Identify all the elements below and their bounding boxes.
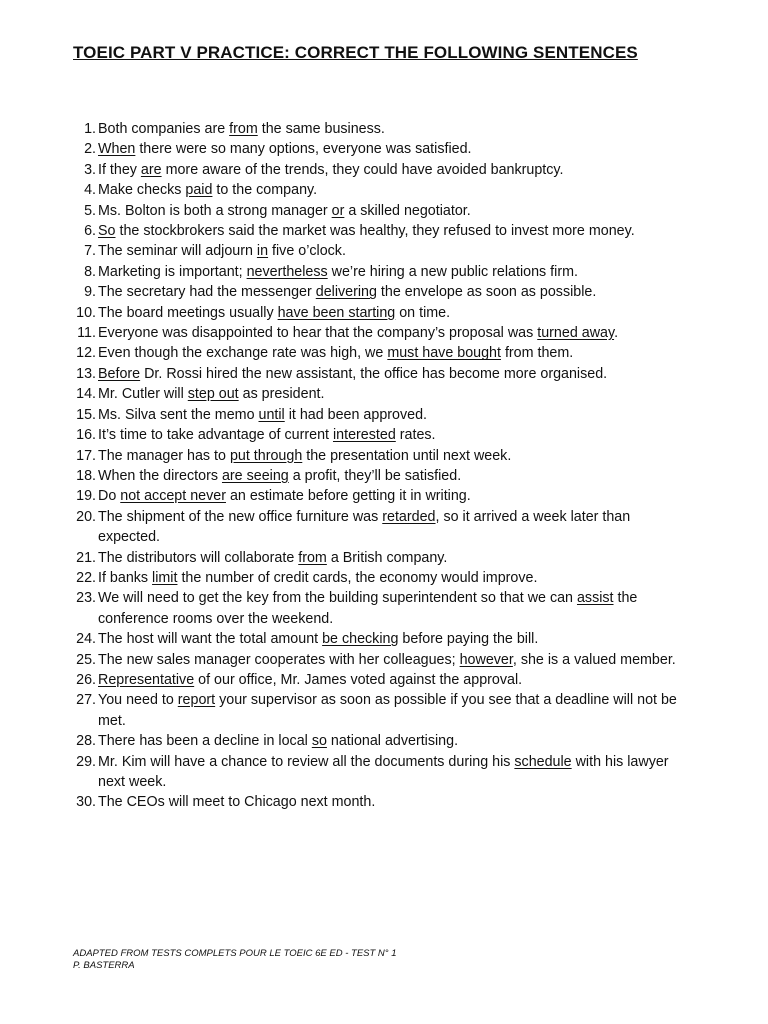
- sentence-text-before: The seminar will adjourn: [98, 243, 257, 260]
- sentence-text-after: the same business.: [257, 121, 385, 137]
- sentence-item: [70, 405, 690, 425]
- underlined-error: Before: [98, 365, 141, 382]
- sentence-text: [98, 343, 690, 363]
- sentence-number: 2.: [84, 141, 96, 158]
- sentence-text-after: as president.: [238, 386, 325, 403]
- sentence-text: [98, 548, 690, 568]
- page-title: TOEIC PART V PRACTICE: CORRECT THE FOLLOWING SENTENCES: [73, 43, 638, 62]
- sentence-text-before: When the directors: [98, 467, 222, 484]
- sentence-text-before: If they: [98, 161, 141, 178]
- sentence-number: 14.: [76, 386, 96, 403]
- sentence-number: 5.: [84, 202, 96, 219]
- sentence-text: [98, 629, 690, 649]
- sentence-text: [98, 670, 690, 690]
- sentence-item: [70, 731, 690, 751]
- sentence-text: [98, 119, 690, 139]
- sentence-text-before: The shipment of the new office furniture was: [98, 508, 383, 525]
- underlined-error: paid: [185, 182, 213, 199]
- underlined-error: or: [331, 202, 345, 219]
- sentence-text: [98, 752, 690, 793]
- sentence-text-before: The new sales manager cooperates with her colleagues;: [98, 651, 460, 668]
- underlined-error: limit: [152, 569, 178, 586]
- sentence-item: [70, 201, 690, 221]
- underlined-error: until: [258, 406, 285, 423]
- sentence-number: 18.: [76, 467, 96, 484]
- sentence-item: [70, 690, 690, 731]
- sentence-text-before: The host will want the total amount: [98, 631, 323, 648]
- underlined-error: from: [298, 549, 327, 566]
- sentence-number: 20.: [76, 508, 96, 525]
- sentence-item: [70, 221, 690, 241]
- sentence-number: 27.: [76, 692, 96, 709]
- sentence-number: 12.: [76, 345, 96, 362]
- underlined-error: are: [140, 161, 162, 178]
- sentence-text-after: an estimate before getting it in writing.: [225, 488, 471, 505]
- underlined-error: be checking: [322, 631, 399, 648]
- sentence-text-before: The secretary had the messenger: [98, 284, 316, 301]
- underlined-error: Representative: [98, 671, 195, 688]
- sentence-text-before: The CEOs will meet to Chicago next month.: [98, 794, 376, 811]
- underlined-error: put through: [229, 447, 303, 464]
- sentence-text: [98, 160, 690, 180]
- sentence-text-after: the conference rooms over the weekend.: [98, 590, 638, 627]
- sentence-text-before: There has been a decline in local: [98, 733, 312, 750]
- sentence-item: [70, 384, 690, 404]
- sentence-item: [70, 262, 690, 282]
- sentence-item: [70, 364, 690, 384]
- sentence-text: [98, 221, 690, 241]
- sentence-number: 16.: [76, 427, 96, 444]
- sentence-text: [98, 690, 690, 731]
- sentence-text-after: of our office, Mr. James voted against the approval.: [194, 671, 523, 688]
- sentence-text-after: rates.: [395, 427, 436, 444]
- sentence-text-before: Make checks: [98, 182, 186, 199]
- sentence-text-before: Both companies are: [98, 121, 230, 137]
- sentence-item: [70, 507, 690, 548]
- sentence-text: [98, 731, 690, 751]
- sentence-item: [70, 139, 690, 159]
- sentence-item: [70, 343, 690, 363]
- underlined-error: delivering: [315, 284, 377, 301]
- sentence-text-before: You need to: [98, 692, 178, 709]
- sentence-text-after: there were so many options, everyone was satisfied.: [135, 141, 472, 158]
- sentence-text-after: to the company.: [212, 182, 318, 199]
- sentence-item: [70, 241, 690, 261]
- sentence-number: 24.: [76, 631, 96, 648]
- sentence-number: 11.: [77, 325, 96, 342]
- sentence-item: [70, 548, 690, 568]
- underlined-error: in: [256, 243, 269, 260]
- underlined-error: report: [177, 692, 216, 709]
- sentence-item: [70, 629, 690, 649]
- sentence-text-after: a British company.: [326, 549, 448, 566]
- sentence-list: [70, 119, 690, 813]
- sentence-item: [70, 282, 690, 302]
- sentence-number: 17.: [76, 447, 96, 464]
- sentence-text-after: the number of credit cards, the economy would improve.: [177, 569, 538, 586]
- sentence-text: [98, 139, 690, 159]
- sentence-text-after: a profit, they’ll be satisfied.: [288, 467, 462, 484]
- sentence-text-after: it had been approved.: [284, 406, 428, 423]
- underlined-error: interested: [332, 427, 396, 444]
- sentence-text: [98, 201, 690, 221]
- sentence-text-after: the stockbrokers said the market was healthy, they refused to invest more money.: [115, 223, 635, 240]
- sentence-text: [98, 405, 690, 425]
- sentence-item: [70, 303, 690, 323]
- sentence-text: [98, 364, 690, 384]
- underlined-error: When: [98, 141, 136, 158]
- sentence-number: 9.: [84, 284, 96, 301]
- sentence-number: 19.: [76, 488, 96, 505]
- sentence-text: [98, 446, 690, 466]
- sentence-item: [70, 425, 690, 445]
- sentence-text: [98, 466, 690, 486]
- sentence-text-after: Dr. Rossi hired the new assistant, the office has become more organised.: [140, 365, 608, 382]
- sentence-text-before: The manager has to: [98, 447, 230, 464]
- sentence-text-before: The distributors will collaborate: [98, 549, 299, 566]
- sentence-text-before: Do: [98, 488, 121, 505]
- sentence-text-after: the presentation until next week.: [302, 447, 512, 464]
- sentence-number: 26.: [76, 671, 96, 688]
- sentence-text-after: more aware of the trends, they could have avoided bankruptcy.: [161, 161, 564, 178]
- sentence-text-after: national advertising.: [326, 733, 459, 750]
- sentence-item: [70, 568, 690, 588]
- sentence-text: [98, 180, 690, 200]
- sentence-item: [70, 160, 690, 180]
- sentence-text-after: five o’clock.: [268, 243, 346, 260]
- sentence-item: [70, 752, 690, 793]
- sentence-text: [98, 792, 690, 812]
- sentence-text-before: Even though the exchange rate was high, we: [98, 345, 388, 362]
- sentence-item: [70, 486, 690, 506]
- sentence-number: 4.: [84, 182, 96, 199]
- underlined-error: not accept never: [120, 488, 226, 505]
- sentence-number: 23.: [76, 590, 96, 607]
- sentence-text: [98, 486, 690, 506]
- sentence-item: [70, 323, 690, 343]
- sentence-number: 22.: [76, 569, 96, 586]
- sentence-number: 10.: [76, 304, 96, 321]
- underlined-error: turned away: [537, 325, 615, 342]
- sentence-number: 30.: [76, 794, 96, 811]
- sentence-number: 21.: [76, 549, 96, 566]
- underlined-error: from: [229, 121, 258, 137]
- sentence-text-before: If banks: [98, 569, 153, 586]
- footer: [73, 948, 397, 972]
- sentence-number: 7.: [84, 243, 96, 260]
- footer-source: ADAPTED FROM TESTS COMPLETS POUR LE TOEIC 6E ED - TEST N° 1: [73, 948, 397, 959]
- sentence-text: [98, 568, 690, 588]
- sentence-item: [70, 466, 690, 486]
- sentence-item: [70, 119, 690, 139]
- sentence-item: [70, 180, 690, 200]
- sentence-text: [98, 384, 690, 404]
- sentence-text-after: with his lawyer next week.: [98, 753, 669, 790]
- sentence-text-after: a skilled negotiator.: [344, 202, 471, 219]
- sentence-text-after: .: [614, 325, 619, 342]
- sentence-number: 28.: [76, 733, 96, 750]
- sentence-text-before: It’s time to take advantage of current: [98, 427, 333, 444]
- sentence-text-after: we’re hiring a new public relations firm.: [327, 263, 578, 280]
- sentence-text-before: Everyone was disappointed to hear that the company’s proposal was: [98, 325, 538, 342]
- sentence-text: [98, 425, 690, 445]
- sentence-text-after: your supervisor as soon as possible if you see that a deadline will not be met.: [98, 692, 677, 729]
- sentence-number: 25.: [76, 651, 96, 668]
- underlined-error: retarded: [382, 508, 436, 525]
- sentence-text: [98, 303, 690, 323]
- sentence-text-after: before paying the bill.: [398, 631, 539, 648]
- sentence-item: [70, 446, 690, 466]
- sentence-number: 8.: [84, 263, 96, 280]
- sentence-text-before: We will need to get the key from the building superintendent so that we can: [98, 590, 577, 607]
- underlined-error: assist: [576, 590, 614, 607]
- sentence-item: [70, 792, 690, 812]
- underlined-error: so: [311, 733, 327, 750]
- sentence-text-before: Marketing is important;: [98, 263, 247, 280]
- sentence-text-after: , so it arrived a week later than expected.: [98, 508, 631, 546]
- sentence-text: [98, 241, 690, 261]
- underlined-error: must have bought: [387, 345, 501, 362]
- sentence-number: 1.: [84, 121, 96, 137]
- sentence-text: [98, 262, 690, 282]
- sentence-number: 13.: [76, 365, 96, 382]
- sentence-item: [70, 670, 690, 690]
- underlined-error: nevertheless: [246, 263, 328, 280]
- sentence-text-after: the envelope as soon as possible.: [376, 284, 597, 301]
- underlined-error: are seeing: [221, 467, 289, 484]
- sentence-text-before: Ms. Silva sent the memo: [98, 406, 259, 423]
- sentence-text-after: , she is a valued member.: [512, 651, 676, 668]
- sentence-number: 15.: [76, 406, 96, 423]
- sentence-number: 29.: [76, 753, 96, 770]
- sentence-text-after: from them.: [500, 345, 574, 362]
- sentence-text-before: Mr. Kim will have a chance to review all the documents during his: [98, 753, 515, 770]
- underlined-error: however: [459, 651, 513, 668]
- underlined-error: have been starting: [277, 304, 396, 321]
- underlined-error: schedule: [514, 753, 572, 770]
- sentence-text-after: on time.: [395, 304, 451, 321]
- sentence-number: 3.: [84, 161, 96, 178]
- sentence-text-before: The board meetings usually: [98, 304, 278, 321]
- sentence-text: [98, 507, 690, 548]
- sentence-number: 6.: [84, 223, 96, 240]
- sentence-text: [98, 282, 690, 302]
- sentence-text: [98, 650, 690, 670]
- footer-author: P. BASTERRA: [73, 960, 135, 971]
- sentence-text: [98, 323, 690, 343]
- sentence-item: [70, 588, 690, 629]
- sentence-text-before: Mr. Cutler will: [98, 386, 188, 403]
- sentence-item: [70, 650, 690, 670]
- sentence-text: [98, 588, 690, 629]
- sentence-text-before: Ms. Bolton is both a strong manager: [98, 202, 332, 219]
- underlined-error: step out: [187, 386, 239, 403]
- underlined-error: So: [98, 223, 116, 240]
